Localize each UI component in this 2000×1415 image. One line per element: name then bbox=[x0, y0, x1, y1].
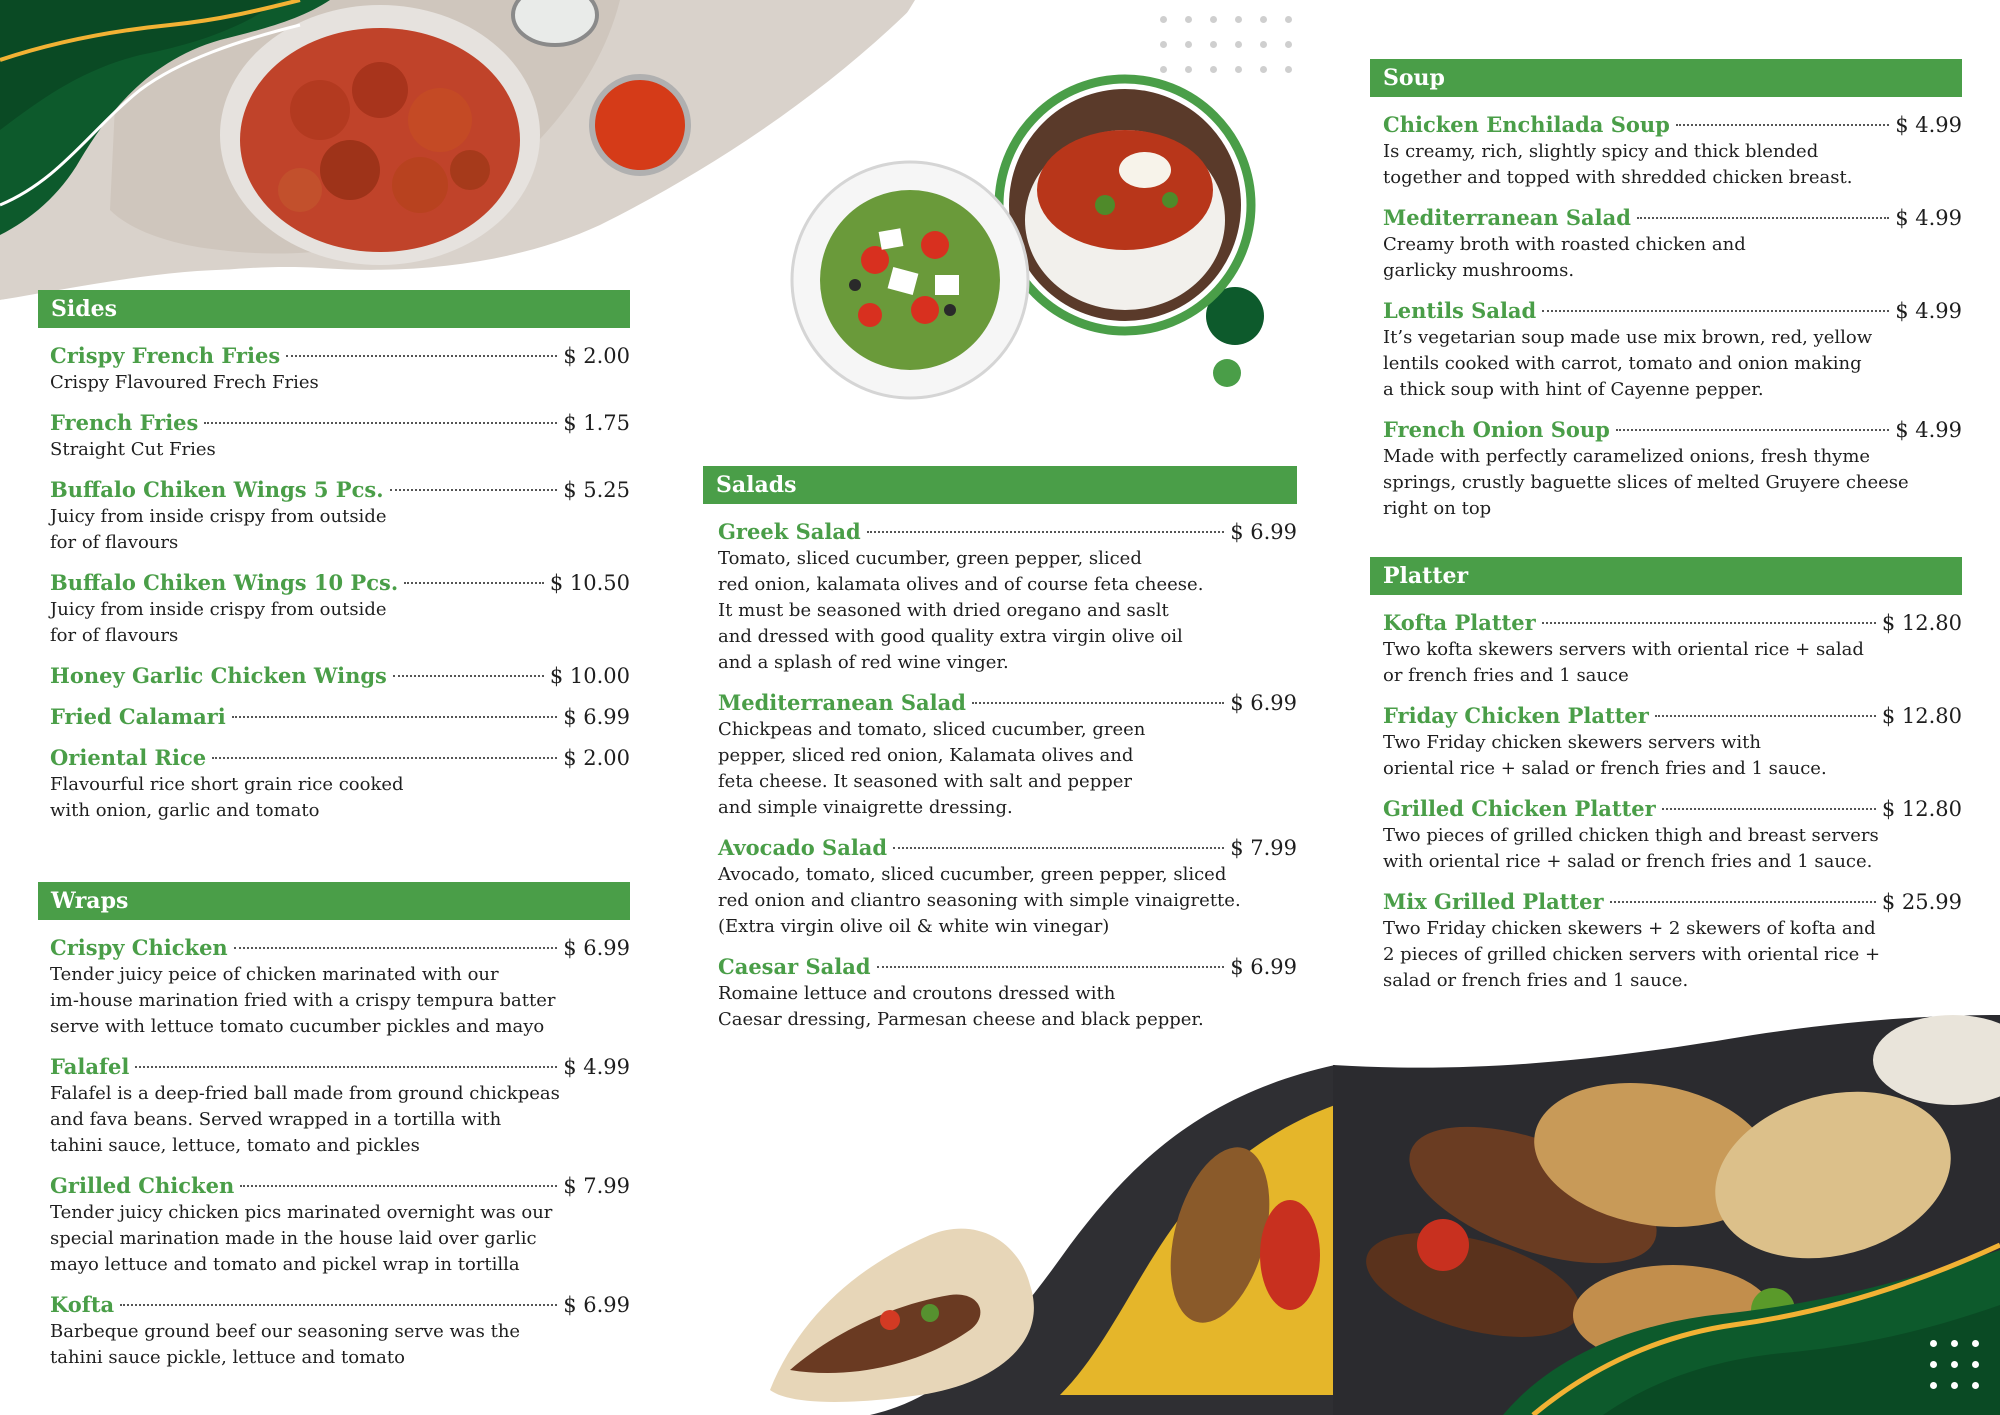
menu-item bbox=[50, 569, 630, 649]
menu-item bbox=[1383, 204, 1962, 284]
menu-item bbox=[50, 476, 630, 556]
menu-item-description: for of flavours bbox=[50, 625, 179, 646]
salads-heading: Salads bbox=[703, 466, 1297, 504]
menu-item bbox=[718, 518, 1297, 676]
menu-item bbox=[1383, 111, 1962, 191]
menu-item-description: feta cheese. It seasoned with salt and pepper bbox=[718, 771, 1132, 792]
decorative-dots-bottom bbox=[1930, 1340, 1979, 1389]
menu-item-price: $ 10.00 bbox=[549, 664, 630, 688]
menu-item-name: Greek Salad bbox=[718, 519, 861, 544]
menu-item-description: Creamy broth with roasted chicken and bbox=[1383, 234, 1746, 255]
menu-item-description: and simple vinaigrette dressing. bbox=[718, 797, 1013, 818]
menu-item-description: Barbeque ground beef our seasoning serve was the bbox=[50, 1321, 521, 1342]
menu-item-description: a thick soup with hint of Cayenne pepper. bbox=[1383, 379, 1764, 400]
dotted-leader bbox=[893, 847, 1224, 849]
soup-and-salad-photo bbox=[775, 70, 1280, 400]
menu-item-price: $ 4.99 bbox=[1895, 206, 1962, 230]
platter-section bbox=[1370, 557, 1962, 1007]
menu-item-description: im-house marination fried with a crispy tempura batter bbox=[50, 990, 556, 1011]
menu-item-price: $ 12.80 bbox=[1881, 611, 1962, 635]
menu-item-header bbox=[50, 342, 630, 370]
menu-item-description: Crispy Flavoured Frech Fries bbox=[50, 372, 319, 393]
menu-item-name: Buffalo Chiken Wings 10 Pcs. bbox=[50, 570, 399, 595]
dotted-leader bbox=[1616, 429, 1889, 431]
menu-item-price: $ 7.99 bbox=[1230, 836, 1297, 860]
menu-item-header bbox=[50, 1172, 630, 1200]
menu-item bbox=[50, 744, 630, 824]
menu-item bbox=[1383, 416, 1962, 522]
menu-item-description: red onion and cliantro seasoning with simple vinaigrette. bbox=[718, 890, 1241, 911]
menu-item-name: Crispy Chicken bbox=[50, 935, 228, 960]
soup-heading: Soup bbox=[1370, 59, 1962, 97]
menu-item-description: serve with lettuce tomato cucumber pickles and mayo bbox=[50, 1016, 545, 1037]
menu-item-description: with onion, garlic and tomato bbox=[50, 800, 320, 821]
sides-section bbox=[38, 290, 630, 837]
menu-item-header bbox=[718, 834, 1297, 862]
menu-item-price: $ 6.99 bbox=[563, 1293, 630, 1317]
menu-item-header bbox=[1383, 609, 1962, 637]
platter-list bbox=[1370, 609, 1962, 994]
menu-item-name: Kofta Platter bbox=[1383, 610, 1536, 635]
menu-item-description: tahini sauce pickle, lettuce and tomato bbox=[50, 1347, 405, 1368]
menu-item bbox=[50, 409, 630, 463]
menu-item-name: Grilled Chicken bbox=[50, 1173, 235, 1198]
menu-item bbox=[1383, 297, 1962, 403]
menu-item-name: Fried Calamari bbox=[50, 704, 226, 729]
menu-item-header bbox=[1383, 204, 1962, 232]
menu-item-name: Caesar Salad bbox=[718, 954, 871, 979]
menu-item-name: Crispy French Fries bbox=[50, 343, 281, 368]
dotted-leader bbox=[1542, 622, 1876, 624]
menu-item-description: tahini sauce, lettuce, tomato and pickles bbox=[50, 1135, 420, 1156]
menu-item-price: $ 25.99 bbox=[1881, 890, 1962, 914]
menu-item-description: Juicy from inside crispy from outside bbox=[50, 599, 387, 620]
menu-item-description: red onion, kalamata olives and of course feta cheese. bbox=[718, 574, 1204, 595]
menu-item-header bbox=[718, 953, 1297, 981]
wraps-section bbox=[38, 882, 630, 1384]
menu-item-price: $ 2.00 bbox=[563, 746, 630, 770]
menu-item-name: Honey Garlic Chicken Wings bbox=[50, 663, 387, 688]
menu-item-header bbox=[50, 1291, 630, 1319]
menu-item-description: It’s vegetarian soup made use mix brown, red, yellow bbox=[1383, 327, 1873, 348]
menu-item-description: oriental rice + salad or french fries and 1 sauce. bbox=[1383, 758, 1827, 779]
menu-item-header bbox=[718, 689, 1297, 717]
menu-item bbox=[50, 703, 630, 731]
menu-item-name: French Onion Soup bbox=[1383, 417, 1610, 442]
salads-list bbox=[703, 518, 1297, 1033]
menu-item-description: Two Friday chicken skewers + 2 skewers of kofta and bbox=[1383, 918, 1876, 939]
menu-item-price: $ 12.80 bbox=[1881, 797, 1962, 821]
dotted-leader bbox=[1676, 124, 1889, 126]
menu-item-name: French Fries bbox=[50, 410, 199, 435]
menu-item-description: special marination made in the house laid over garlic bbox=[50, 1228, 537, 1249]
menu-item-description: Tomato, sliced cucumber, green pepper, sliced bbox=[718, 548, 1142, 569]
menu-item-name: Kofta bbox=[50, 1292, 115, 1317]
menu-item-description: or french fries and 1 sauce bbox=[1383, 665, 1629, 686]
menu-item-price: $ 6.99 bbox=[1230, 691, 1297, 715]
menu-item-header bbox=[1383, 702, 1962, 730]
menu-item-description: Is creamy, rich, slightly spicy and thick blended bbox=[1383, 141, 1819, 162]
menu-item bbox=[1383, 795, 1962, 875]
menu-item-description: and fava beans. Served wrapped in a tortilla with bbox=[50, 1109, 502, 1130]
menu-item-price: $ 4.99 bbox=[1895, 299, 1962, 323]
dotted-leader bbox=[1662, 808, 1876, 810]
menu-item-description: (Extra virgin olive oil & white win vinegar) bbox=[718, 916, 1110, 937]
menu-item-description: Romaine lettuce and croutons dressed with bbox=[718, 983, 1116, 1004]
decorative-dots-top bbox=[1160, 16, 1292, 73]
menu-item-header bbox=[50, 1053, 630, 1081]
menu-item-description: and dressed with good quality extra virgin olive oil bbox=[718, 626, 1183, 647]
menu-item-description: garlicky mushrooms. bbox=[1383, 260, 1575, 281]
dotted-leader bbox=[212, 757, 557, 759]
menu-item-header bbox=[1383, 416, 1962, 444]
dotted-leader bbox=[286, 355, 557, 357]
menu-item-description: Caesar dressing, Parmesan cheese and black pepper. bbox=[718, 1009, 1204, 1030]
dotted-leader bbox=[877, 966, 1225, 968]
menu-item-header bbox=[50, 744, 630, 772]
sides-heading: Sides bbox=[38, 290, 630, 328]
menu-item-name: Avocado Salad bbox=[718, 835, 888, 860]
dotted-leader bbox=[120, 1304, 557, 1306]
menu-item-price: $ 12.80 bbox=[1881, 704, 1962, 728]
menu-item-price: $ 6.99 bbox=[1230, 520, 1297, 544]
menu-item-header bbox=[1383, 795, 1962, 823]
platter-heading: Platter bbox=[1370, 557, 1962, 595]
menu-item-price: $ 2.00 bbox=[563, 344, 630, 368]
menu-item-name: Falafel bbox=[50, 1054, 130, 1079]
menu-item bbox=[718, 834, 1297, 940]
menu-item-header bbox=[1383, 888, 1962, 916]
dotted-leader bbox=[232, 716, 557, 718]
menu-item bbox=[1383, 888, 1962, 994]
dotted-leader bbox=[867, 531, 1225, 533]
menu-item-name: Mediterranean Salad bbox=[718, 690, 966, 715]
dotted-leader bbox=[1637, 217, 1889, 219]
menu-item-description: Two kofta skewers servers with oriental rice + salad bbox=[1383, 639, 1864, 660]
menu-item-price: $ 6.99 bbox=[1230, 955, 1297, 979]
menu-item-price: $ 4.99 bbox=[1895, 418, 1962, 442]
menu-item-header bbox=[50, 934, 630, 962]
menu-item-price: $ 4.99 bbox=[1895, 113, 1962, 137]
menu-item-name: Mediterranean Salad bbox=[1383, 205, 1631, 230]
soup-section bbox=[1370, 59, 1962, 535]
menu-item-header bbox=[1383, 111, 1962, 139]
menu-item-name: Lentils Salad bbox=[1383, 298, 1537, 323]
dotted-leader bbox=[1655, 715, 1876, 717]
menu-item-description: Straight Cut Fries bbox=[50, 439, 216, 460]
menu-item-price: $ 1.75 bbox=[563, 411, 630, 435]
menu-item-description: Tender juicy chicken pics marinated overnight was our bbox=[50, 1202, 553, 1223]
dotted-leader bbox=[390, 489, 558, 491]
menu-item-name: Buffalo Chiken Wings 5 Pcs. bbox=[50, 477, 384, 502]
menu-item-description: Two Friday chicken skewers servers with bbox=[1383, 732, 1761, 753]
menu-item-description: and a splash of red wine vinger. bbox=[718, 652, 1009, 673]
menu-item bbox=[718, 689, 1297, 821]
soup-list bbox=[1370, 111, 1962, 522]
menu-item bbox=[50, 934, 630, 1040]
dotted-leader bbox=[1610, 901, 1876, 903]
dotted-leader bbox=[204, 422, 557, 424]
menu-item-description: Avocado, tomato, sliced cucumber, green pepper, sliced bbox=[718, 864, 1227, 885]
salads-section bbox=[703, 466, 1297, 1046]
menu-item bbox=[50, 342, 630, 396]
wraps-list bbox=[38, 934, 630, 1371]
dotted-leader bbox=[393, 675, 544, 677]
menu-item-description: Chickpeas and tomato, sliced cucumber, green bbox=[718, 719, 1146, 740]
menu-item-description: mayo lettuce and tomato and pickel wrap in tortilla bbox=[50, 1254, 520, 1275]
menu-item-description: Tender juicy peice of chicken marinated with our bbox=[50, 964, 499, 985]
menu-item-price: $ 5.25 bbox=[563, 478, 630, 502]
menu-item-name: Chicken Enchilada Soup bbox=[1383, 112, 1670, 137]
menu-item-description: Made with perfectly caramelized onions, fresh thyme bbox=[1383, 446, 1871, 467]
menu-item bbox=[50, 1053, 630, 1159]
menu-item bbox=[50, 1172, 630, 1278]
menu-item-description: pepper, sliced red onion, Kalamata olives and bbox=[718, 745, 1134, 766]
menu-item-description: lentils cooked with carrot, tomato and onion making bbox=[1383, 353, 1862, 374]
menu-item-description: with oriental rice + salad or french fries and 1 sauce. bbox=[1383, 851, 1873, 872]
menu-item-name: Mix Grilled Platter bbox=[1383, 889, 1604, 914]
menu-item-header bbox=[50, 476, 630, 504]
dotted-leader bbox=[234, 947, 558, 949]
dotted-leader bbox=[404, 582, 544, 584]
dotted-leader bbox=[135, 1066, 557, 1068]
menu-item-name: Grilled Chicken Platter bbox=[1383, 796, 1656, 821]
menu-item-header bbox=[50, 569, 630, 597]
mixed-grill-photo bbox=[1333, 1015, 2000, 1415]
menu-item-header bbox=[718, 518, 1297, 546]
menu-item-name: Oriental Rice bbox=[50, 745, 207, 770]
menu-item-description: together and topped with shredded chicken breast. bbox=[1383, 167, 1853, 188]
dotted-leader bbox=[972, 702, 1224, 704]
sides-list bbox=[38, 342, 630, 824]
menu-item-price: $ 7.99 bbox=[563, 1174, 630, 1198]
wrap-and-skewer-photo bbox=[730, 1065, 1335, 1415]
wraps-heading: Wraps bbox=[38, 882, 630, 920]
menu-item-description: 2 pieces of grilled chicken servers with oriental rice + bbox=[1383, 944, 1881, 965]
menu-item-description: Juicy from inside crispy from outside bbox=[50, 506, 387, 527]
menu-item-header bbox=[1383, 297, 1962, 325]
menu-item-header bbox=[50, 409, 630, 437]
menu-item bbox=[1383, 702, 1962, 782]
menu-item-price: $ 6.99 bbox=[563, 705, 630, 729]
menu-item-description: It must be seasoned with dried oregano and saslt bbox=[718, 600, 1169, 621]
menu-item-description: salad or french fries and 1 sauce. bbox=[1383, 970, 1689, 991]
menu-item bbox=[718, 953, 1297, 1033]
menu-item bbox=[1383, 609, 1962, 689]
menu-item-price: $ 10.50 bbox=[549, 571, 630, 595]
menu-item-description: Flavourful rice short grain rice cooked bbox=[50, 774, 404, 795]
menu-item-description: Falafel is a deep-fried ball made from ground chickpeas bbox=[50, 1083, 560, 1104]
dotted-leader bbox=[1542, 310, 1889, 312]
dotted-leader bbox=[240, 1185, 557, 1187]
menu-item bbox=[50, 662, 630, 690]
menu-item-description: springs, crustly baguette slices of melted Gruyere cheese bbox=[1383, 472, 1909, 493]
menu-item-name: Friday Chicken Platter bbox=[1383, 703, 1649, 728]
menu-item-header bbox=[50, 703, 630, 731]
menu-item-description: Two pieces of grilled chicken thigh and breast servers bbox=[1383, 825, 1879, 846]
menu-item bbox=[50, 1291, 630, 1371]
menu-item-price: $ 6.99 bbox=[563, 936, 630, 960]
menu-item-description: right on top bbox=[1383, 498, 1492, 519]
menu-item-description: for of flavours bbox=[50, 532, 179, 553]
menu-item-price: $ 4.99 bbox=[563, 1055, 630, 1079]
menu-item-header bbox=[50, 662, 630, 690]
